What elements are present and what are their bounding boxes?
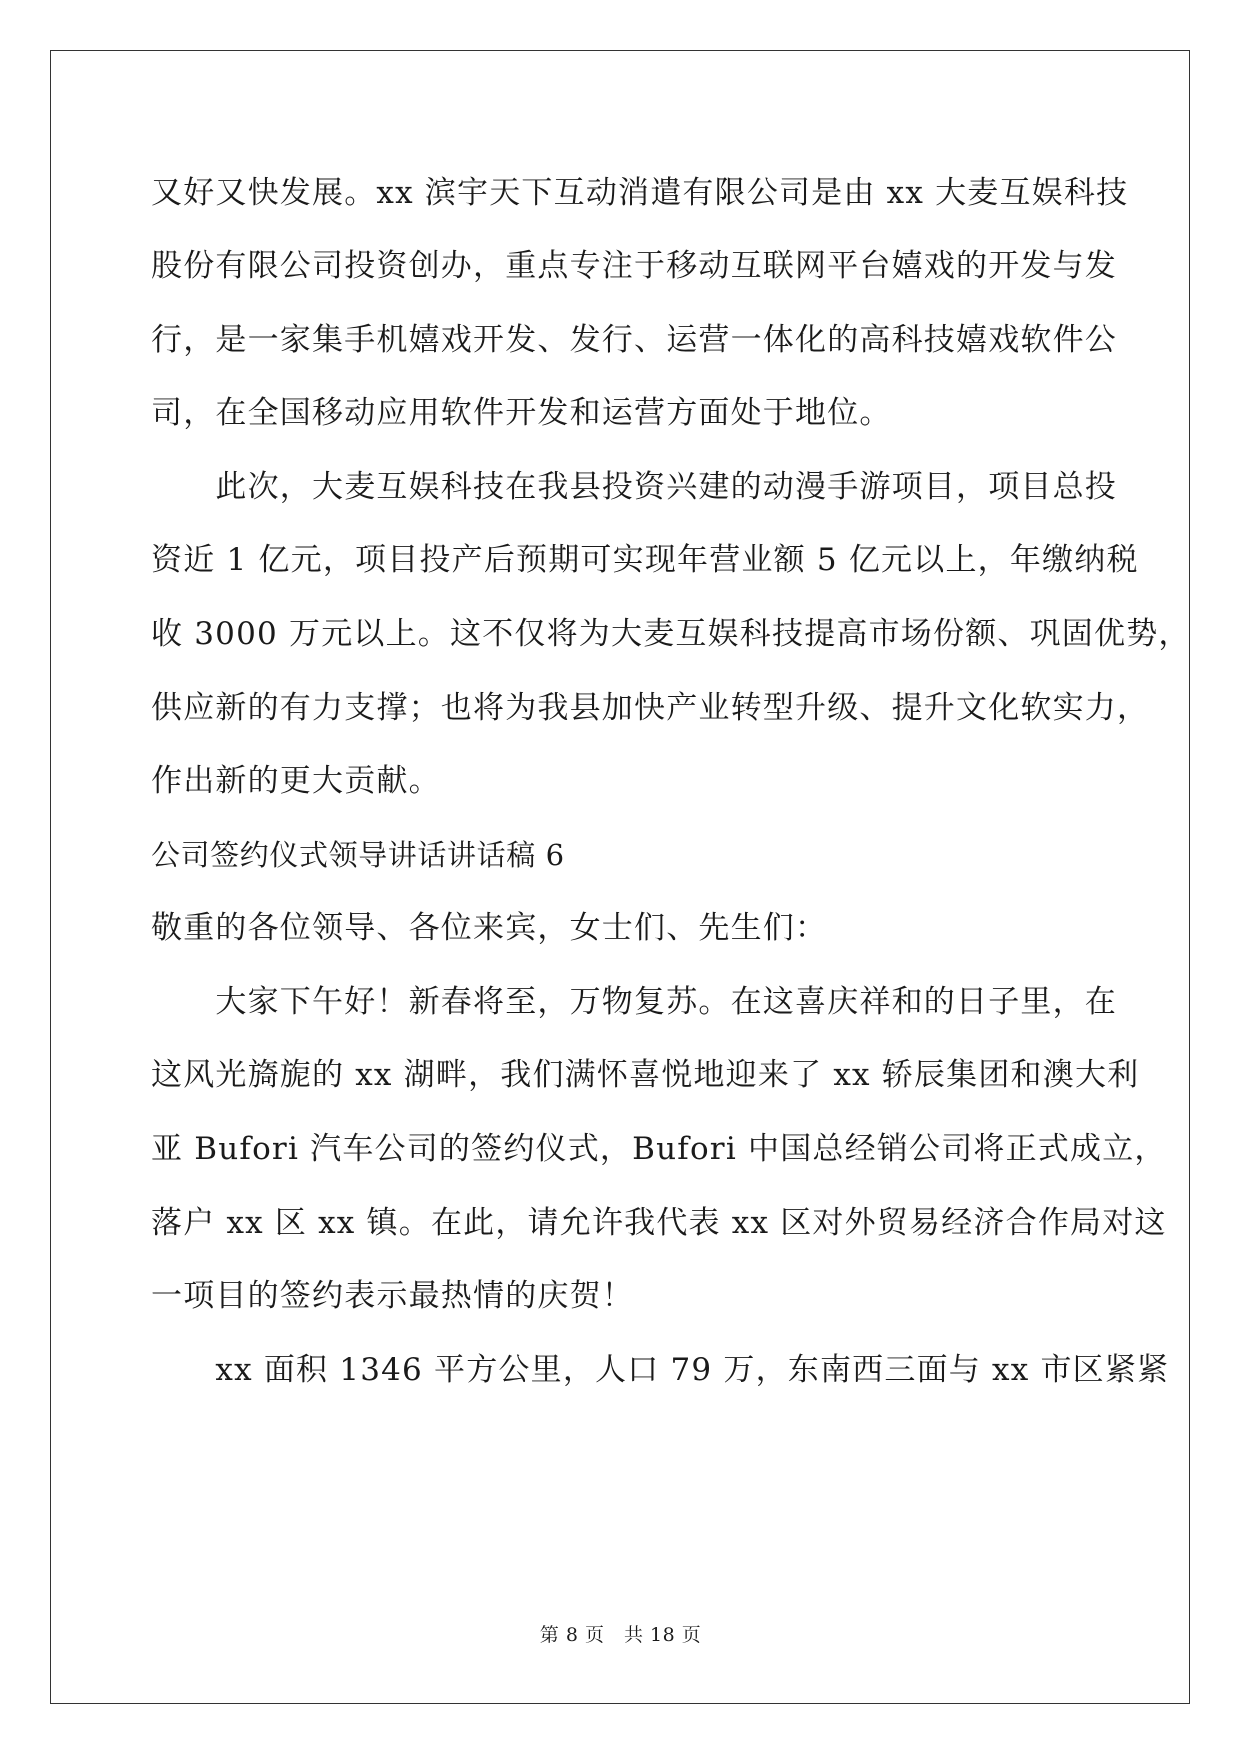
body-line-4: 司，在全国移动应用软件开发和运营方面处于地位。 [151, 395, 892, 431]
page-number-footer: 第 8 页 共 18 页 [539, 1624, 702, 1646]
body-line-12: 大家下午好！新春将至，万物复苏。在这喜庆祥和的日子里，在 [151, 984, 1117, 1020]
body-line-3: 行，是一家集手机嬉戏开发、发行、运营一体化的高科技嬉戏软件公 [151, 322, 1117, 358]
body-line-13: 这风光旖旎的 xx 湖畔，我们满怀喜悦地迎来了 xx 轿辰集团和澳大利 [151, 1057, 1140, 1093]
body-line-17: xx 面积 1346 平方公里，人口 79 万，东南西三面与 xx 市区紧紧 [151, 1352, 1170, 1388]
body-line-9: 作出新的更大贡献。 [151, 763, 441, 799]
page-border [50, 50, 1190, 1704]
body-line-6: 资近 1 亿元，项目投产后预期可实现年营业额 5 亿元以上，年缴纳税 [151, 542, 1139, 578]
body-line-8: 供应新的有力支撑；也将为我县加快产业转型升级、提升文化软实力， [151, 690, 1150, 726]
salutation: 敬重的各位领导、各位来宾，女士们、先生们： [151, 910, 828, 946]
body-line-1: 又好又快发展。xx 滨宇天下互动消遣有限公司是由 xx 大麦互娱科技 [151, 175, 1129, 211]
body-line-15: 落户 xx 区 xx 镇。在此，请允许我代表 xx 区对外贸易经济合作局对这 [151, 1205, 1167, 1241]
body-line-7: 收 3000 万元以上。这不仅将为大麦互娱科技提高市场份额、巩固优势， [151, 616, 1191, 652]
body-line-16: 一项目的签约表示最热情的庆贺！ [151, 1278, 634, 1314]
section-heading: 公司签约仪式领导讲话讲话稿 6 [151, 838, 565, 872]
body-line-14: 亚 Bufori 汽车公司的签约仪式，Bufori 中国总经销公司将正式成立， [151, 1131, 1167, 1167]
body-line-5: 此次，大麦互娱科技在我县投资兴建的动漫手游项目，项目总投 [151, 469, 1117, 505]
body-line-2: 股份有限公司投资创办，重点专注于移动互联网平台嬉戏的开发与发 [151, 248, 1117, 284]
